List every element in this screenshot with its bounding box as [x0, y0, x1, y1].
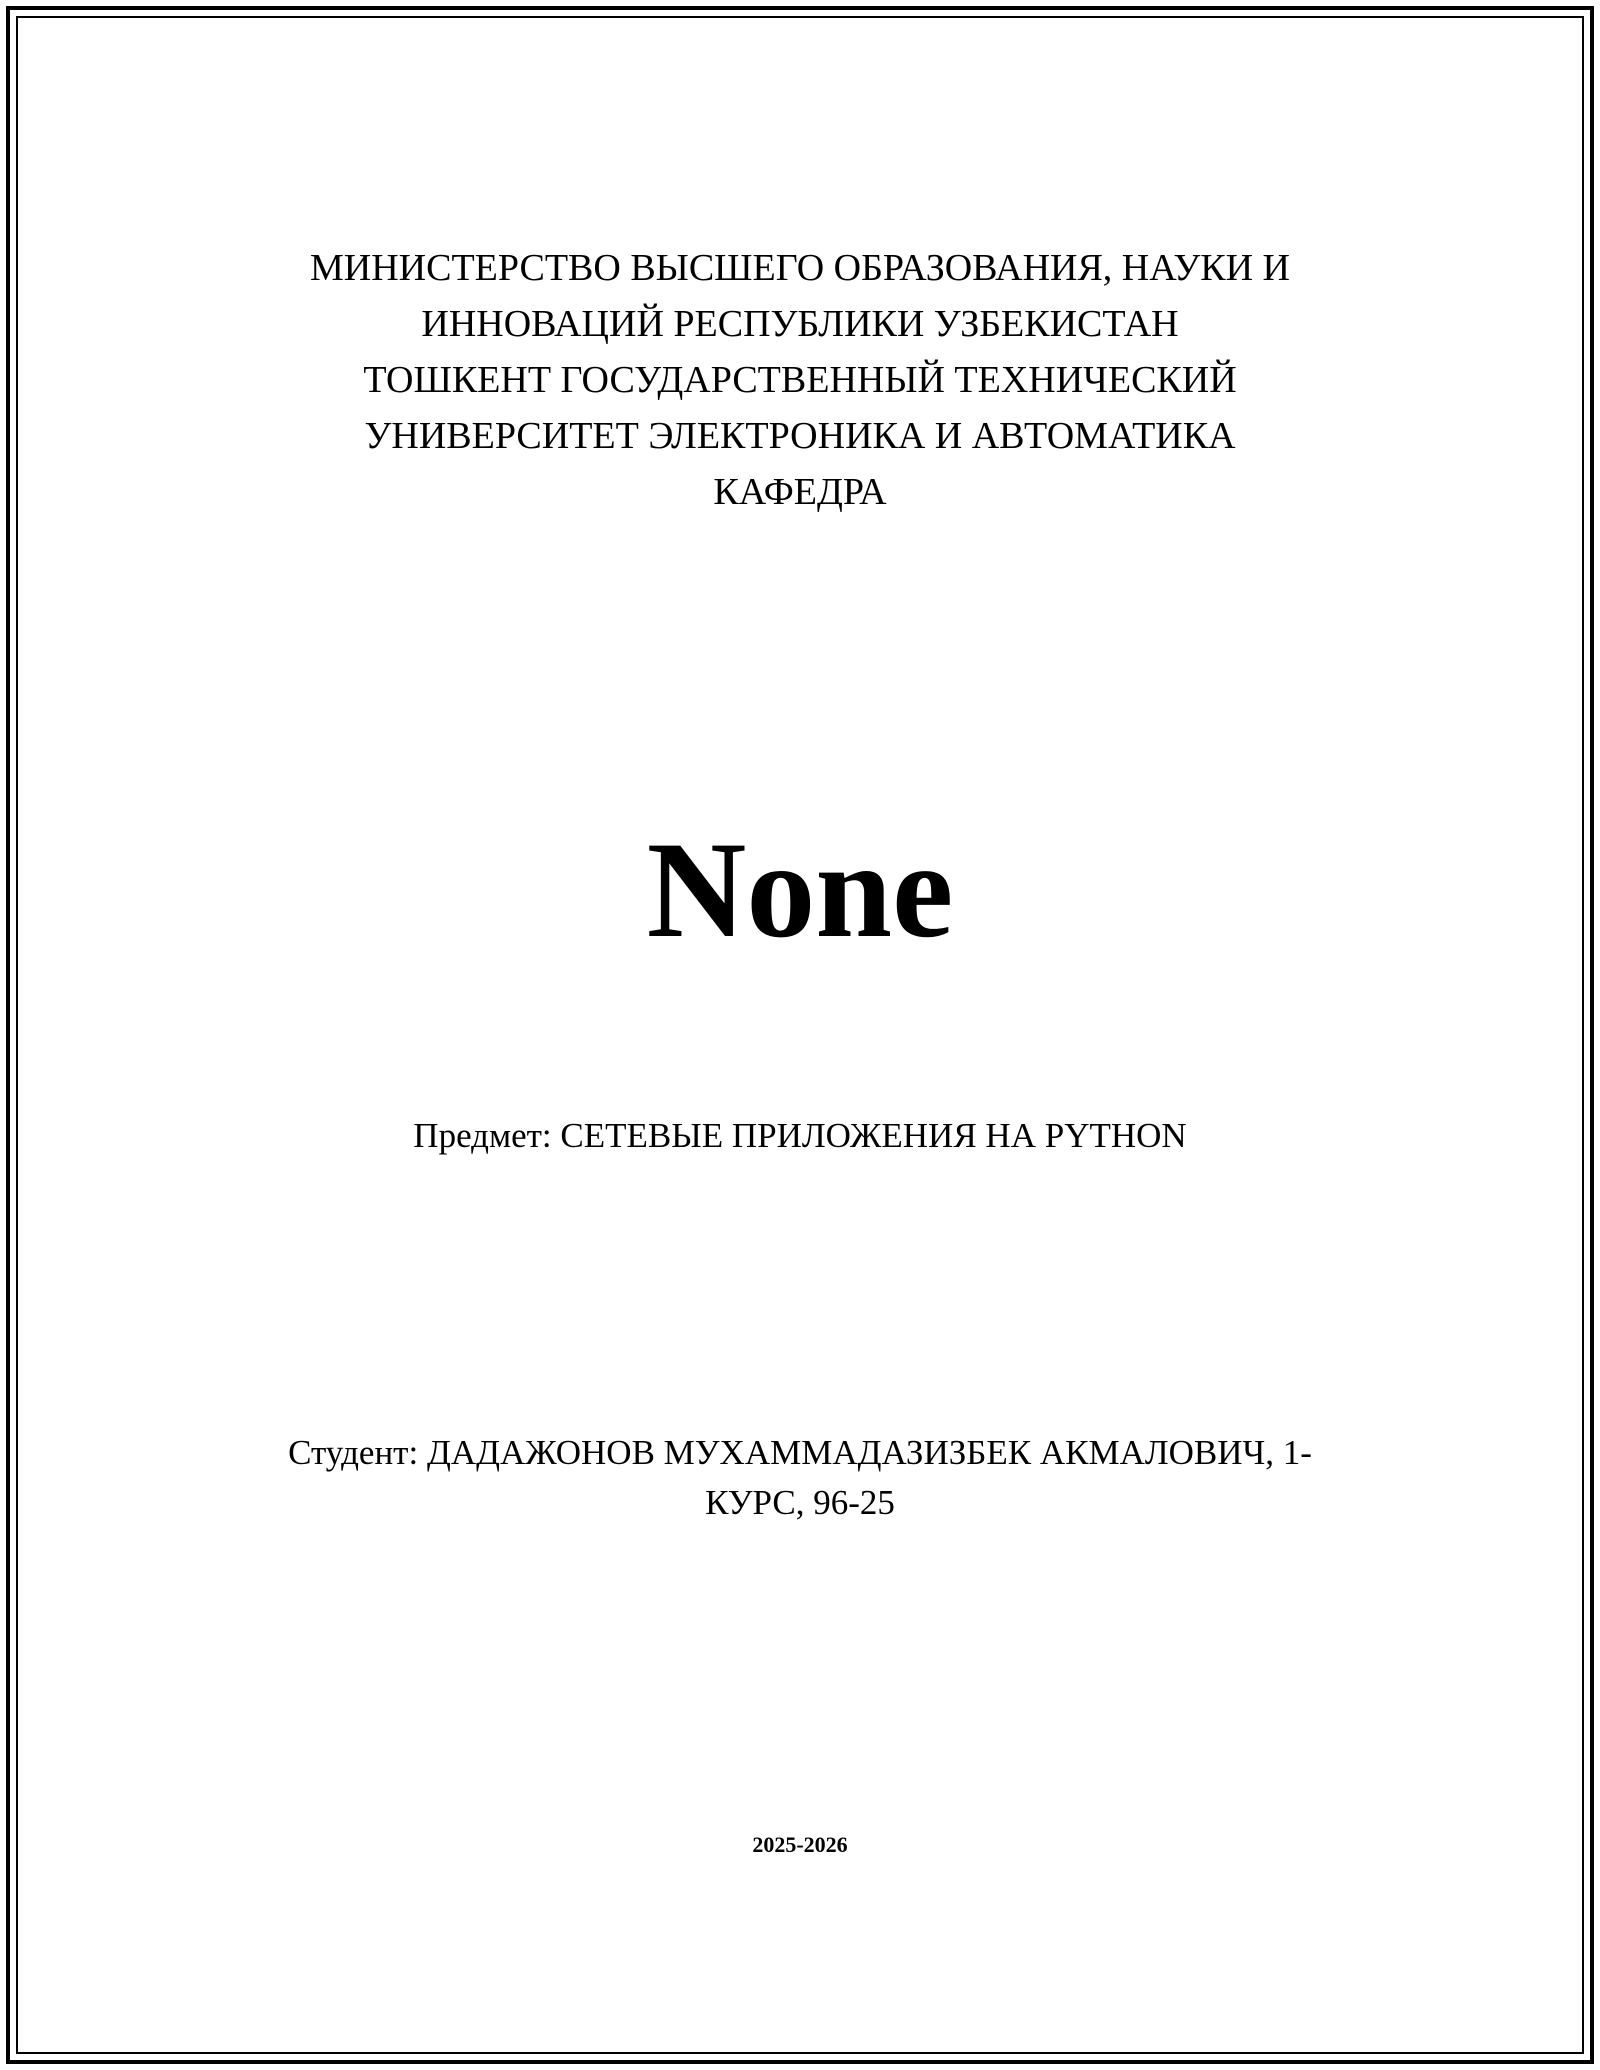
document-title: None	[646, 813, 954, 966]
student-line: КУРС, 96-25	[705, 1483, 895, 1522]
header-line: УНИВЕРСИТЕТ ЭЛЕКТРОНИКА И АВТОМАТИКА	[364, 415, 1236, 457]
header-line: ТОШКЕНТ ГОСУДАРСТВЕННЫЙ ТЕХНИЧЕСКИЙ	[363, 359, 1237, 401]
header-line: ИННОВАЦИЙ РЕСПУБЛИКИ УЗБЕКИСТАН	[421, 303, 1179, 345]
academic-year: 2025-2026	[752, 1832, 848, 1857]
student-info	[240, 1428, 1360, 1528]
student-line: Студент: ДАДАЖОНОВ МУХАММАДАЗИЗБЕК АКМАЛОВИЧ, 1-	[288, 1433, 1312, 1472]
header-line: КАФЕДРА	[713, 471, 887, 513]
subject-line: Предмет: СЕТЕВЫЕ ПРИЛОЖЕНИЯ НА PYTHON	[413, 1116, 1187, 1155]
header-line: МИНИСТЕРСТВО ВЫСШЕГО ОБРАЗОВАНИЯ, НАУКИ И	[310, 247, 1290, 289]
institution-header	[200, 240, 1400, 520]
